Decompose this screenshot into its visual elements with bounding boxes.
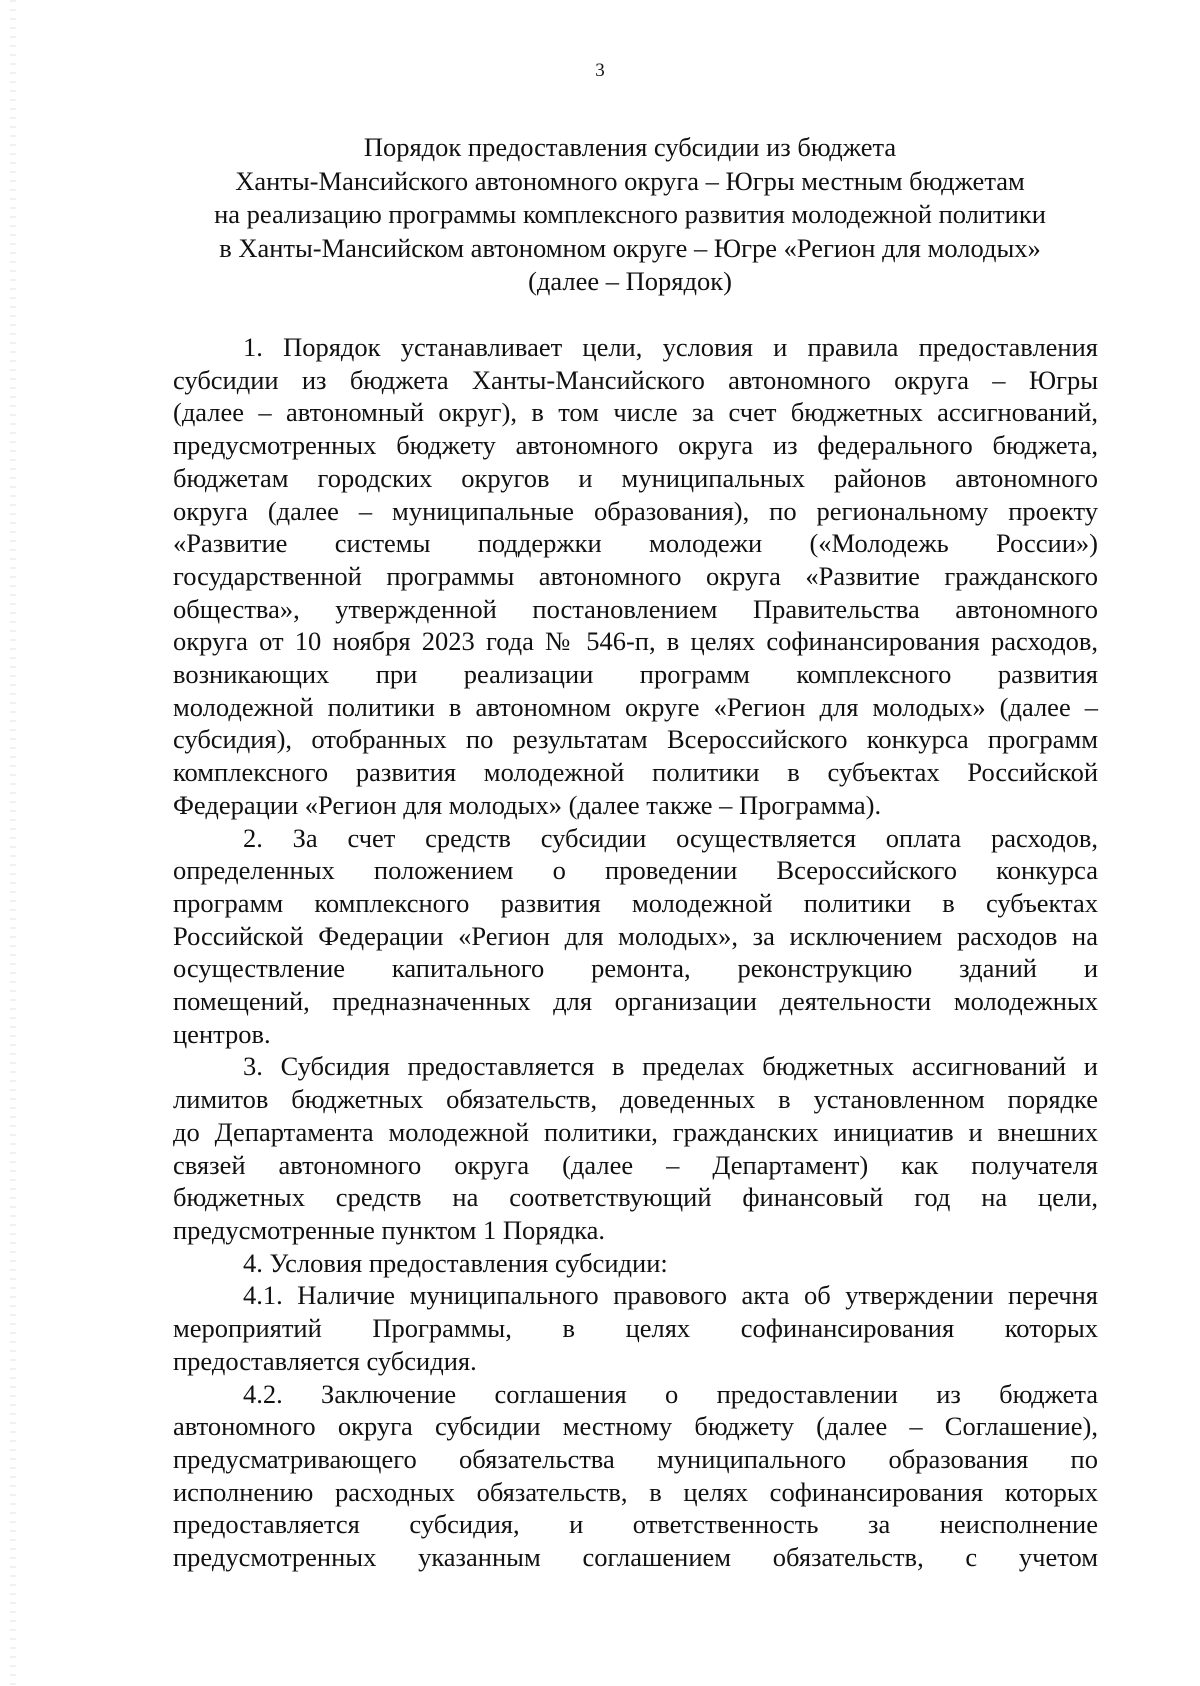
text-line: «Развитие системы поддержки молодежи («Молодежь России») — [173, 528, 1098, 559]
paragraph — [173, 1247, 1098, 1280]
text-line: мероприятий Программы, в целях софинансирования которых — [173, 1313, 1098, 1344]
text-line: предусматривающего обязательства муниципального образования по — [173, 1443, 1098, 1474]
text-line: молодежной политики в автономном округе «Регион для молодых» (далее – — [173, 691, 1098, 722]
text-line: субсидия), отобранных по результатам Всероссийского конкурса программ — [173, 724, 1098, 755]
text-line: автономного округа субсидии местному бюджету (далее – Соглашение), — [173, 1411, 1098, 1442]
text-line: предусмотренные пунктом 1 Порядка. — [173, 1214, 606, 1245]
paragraph — [173, 1050, 1098, 1246]
text-line: центров. — [173, 1018, 271, 1049]
text-line: 2. За счет средств субсидии осуществляется оплата расходов, — [243, 822, 1098, 853]
paragraph — [173, 1378, 1098, 1574]
text-line: предоставляется субсидия, и ответственность за неисполнение — [173, 1509, 1098, 1540]
text-line: бюджетных средств на соответствующий финансовый год на цели, — [173, 1182, 1098, 1213]
text-line: государственной программы автономного округа «Развитие гражданского — [173, 560, 1098, 591]
text-line: округа от 10 ноября 2023 года № 546-п, в целях софинансирования расходов, — [173, 626, 1098, 657]
text-line: 4.2. Заключение соглашения о предоставлении из бюджета — [243, 1378, 1098, 1409]
document-title — [150, 131, 1110, 299]
text-line: округа (далее – муниципальные образования), по региональному проекту — [173, 495, 1098, 526]
text-line: лимитов бюджетных обязательств, доведенных в установленном порядке — [173, 1084, 1098, 1115]
text-line: (далее – автономный округ), в том числе за счет бюджетных ассигнований, — [173, 397, 1098, 428]
text-line: помещений, предназначенных для организации деятельности молодежных — [173, 986, 1098, 1017]
page-number: 3 — [595, 60, 605, 81]
paragraph — [173, 822, 1098, 1051]
paragraph — [173, 331, 1098, 822]
title-line: Порядок предоставления субсидии из бюджета — [363, 132, 897, 162]
text-line: осуществление капитального ремонта, реконструкцию зданий и — [173, 953, 1098, 984]
text-line: исполнению расходных обязательств, в целях софинансирования которых — [173, 1476, 1098, 1507]
text-line: до Департамента молодежной политики, гражданских инициатив и внешних — [173, 1116, 1098, 1147]
title-line: (далее – Порядок) — [528, 266, 732, 296]
text-line: субсидии из бюджета Ханты-Мансийского автономного округа – Югры — [173, 364, 1098, 395]
paragraph — [173, 1279, 1098, 1377]
text-line: программ комплексного развития молодежной политики в субъектах — [173, 887, 1098, 918]
title-line: Ханты-Мансийского автономного округа – Югры местным бюджетам — [235, 165, 1025, 196]
text-line: 4. Условия предоставления субсидии: — [243, 1247, 668, 1278]
document-body — [173, 331, 1098, 1574]
text-line: Российской Федерации «Регион для молодых», за исключением расходов на — [173, 920, 1098, 951]
text-line: Федерации «Регион для молодых» (далее также – Программа). — [173, 789, 882, 820]
scan-edge-artifact — [10, 0, 16, 1686]
text-line: предоставляется субсидия. — [173, 1345, 477, 1376]
text-line: определенных положением о проведении Всероссийского конкурса — [173, 855, 1098, 886]
text-line: 1. Порядок устанавливает цели, условия и правила предоставления — [243, 332, 1098, 362]
text-line: связей автономного округа (далее – Департамент) как получателя — [173, 1149, 1098, 1180]
title-line: в Ханты-Мансийском автономном округе – Югре «Регион для молодых» — [219, 232, 1041, 263]
text-line: предусмотренных указанным соглашением обязательств, с учетом — [173, 1542, 1098, 1573]
title-line: на реализацию программы комплексного развития молодежной политики — [214, 199, 1046, 229]
text-line: общества», утвержденной постановлением Правительства автономного — [173, 593, 1098, 624]
text-line: 3. Субсидия предоставляется в пределах бюджетных ассигнований и — [243, 1051, 1098, 1082]
text-line: комплексного развития молодежной политики в субъектах Российской — [173, 757, 1098, 788]
text-line: бюджетам городских округов и муниципальных районов автономного — [173, 462, 1098, 493]
text-line: возникающих при реализации программ комплексного развития — [173, 659, 1098, 690]
text-line: предусмотренных бюджету автономного округа из федерального бюджета, — [173, 430, 1098, 461]
text-line: 4.1. Наличие муниципального правового акта об утверждении перечня — [243, 1280, 1098, 1311]
